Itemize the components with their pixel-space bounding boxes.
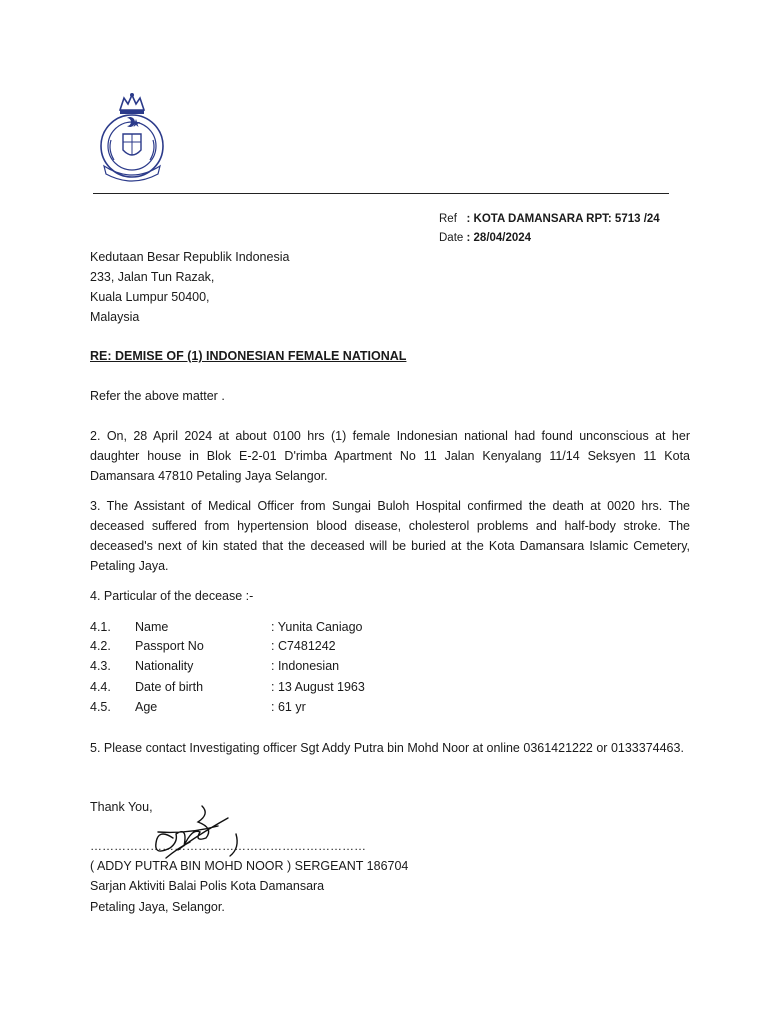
date-label: Date — [439, 232, 464, 244]
recipient-line: Kuala Lumpur 50400, — [90, 290, 210, 304]
particular-value: : 61 yr — [271, 700, 306, 714]
recipient-line: 233, Jalan Tun Razak, — [90, 270, 215, 284]
paragraph-3: 3. The Assistant of Medical Officer from Sungai Buloh Hospital confirmed the death at 0020 hrs. The deceased suffered from hypertension blood disease, cholesterol problems and half-body stroke. The deceased's next of kin stated that the deceased will be buried at the Kota Damansara Islamic Cemetery, Petaling Jaya. — [90, 499, 690, 573]
date-line — [439, 232, 531, 244]
particular-value: : Yunita Caniago — [271, 620, 363, 634]
paragraph-5: 5. Please contact Investigating officer Sgt Addy Putra bin Mohd Noor at online 0361421222 or 0133374463. — [90, 741, 684, 755]
subject-heading: RE: DEMISE OF (1) INDONESIAN FEMALE NATIONAL — [90, 349, 407, 363]
particular-num: 4.3. — [90, 659, 111, 673]
particular-value: : C7481242 — [271, 639, 336, 653]
paragraph-4: 4. Particular of the decease :- — [90, 589, 254, 603]
recipient-line: Malaysia — [90, 310, 140, 324]
signatory-position: Sarjan Aktiviti Balai Polis Kota Damansara — [90, 879, 325, 893]
signatory-name: ( ADDY PUTRA BIN MOHD NOOR ) SERGEANT 186704 — [90, 859, 409, 873]
date-value: : 28/04/2024 — [466, 232, 532, 244]
particular-num: 4.2. — [90, 639, 111, 653]
particular-label: Nationality — [135, 659, 194, 673]
particular-label: Name — [135, 620, 169, 634]
paragraph-2: 2. On, 28 April 2024 at about 0100 hrs (1) female Indonesian national had found unconscious at her daughter house in Blok E-2-01 D'rimba Apartment No 11 Jalan Kenyalang 11/14 Seksyen 11 Kota Damansara 47810 Petaling Jaya Selangor. — [90, 429, 690, 483]
reference-line — [439, 213, 660, 225]
recipient-line: Kedutaan Besar Republik Indonesia — [90, 250, 290, 264]
letterhead-divider — [93, 193, 669, 194]
particular-label: Passport No — [135, 639, 204, 653]
ref-label: Ref — [439, 213, 457, 225]
particular-num: 4.5. — [90, 700, 111, 714]
signatory-location: Petaling Jaya, Selangor. — [90, 900, 225, 914]
particular-label: Date of birth — [135, 680, 204, 694]
particular-num: 4.1. — [90, 620, 111, 634]
particular-label: Age — [135, 700, 158, 714]
refer-line: Refer the above matter . — [90, 389, 225, 403]
ref-value: : KOTA DAMANSARA RPT: 5713 /24 — [466, 213, 660, 225]
signature-line: …………………………………………………………… — [90, 839, 366, 853]
thanks-line: Thank You, — [90, 800, 153, 814]
particular-value: : 13 August 1963 — [271, 680, 365, 694]
particular-num: 4.4. — [90, 680, 111, 694]
police-crest-icon — [96, 92, 168, 182]
particular-value: : Indonesian — [271, 659, 340, 673]
